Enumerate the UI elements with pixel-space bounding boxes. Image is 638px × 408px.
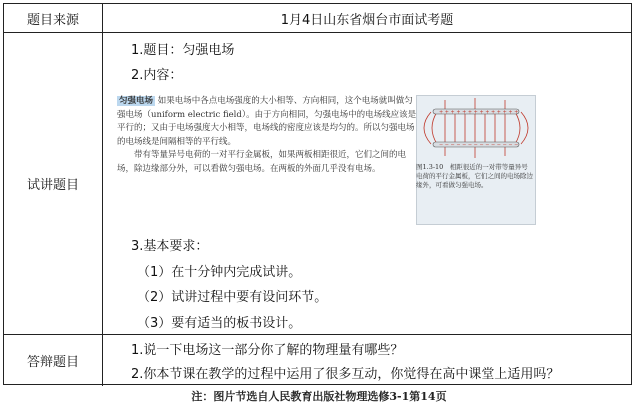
svg-text:+ + + + + + + + + + + + + +: + + + + + + + + + + + + + + — [439, 109, 519, 116]
source-label: 题目来源 — [4, 4, 103, 32]
defense-question: 1.说一下电场这一部分你了解的物理量有哪些？ — [131, 343, 404, 358]
header-row — [4, 4, 631, 33]
requirement-item: （2）试讲过程中要有设问环节。 — [137, 290, 328, 305]
trial-row — [4, 33, 631, 335]
textbook-excerpt — [109, 91, 539, 257]
footnote: 注：图片节选自人民教育出版社物理选修3-1第14页 — [191, 390, 447, 403]
requirement-item: （3）要有适当的板书设计。 — [137, 316, 302, 331]
diagram-caption: 图1.3-10 相距很近的一对带等量异号电荷的平行金属板，它们之间的电场除边缘外，可看做匀强电场。 — [416, 163, 533, 189]
field-lines-illustration — [417, 96, 535, 160]
defense-content — [103, 335, 631, 386]
trial-label: 试讲题目 — [4, 33, 103, 334]
requirements-label: 3.基本要求： — [131, 239, 209, 254]
defense-row — [4, 335, 631, 386]
exam-table — [3, 3, 632, 385]
trial-title: 1.题目：匀强电场 — [131, 43, 235, 58]
parallel-plates-diagram — [416, 95, 536, 225]
excerpt-text — [117, 95, 417, 176]
excerpt-keyword: 匀强电场 — [119, 96, 154, 106]
defense-question: 2.你本节课在教学的过程中运用了很多互动，你觉得在高中课堂上适用吗？ — [131, 367, 560, 382]
excerpt-para-1: 如果电场中各点电场强度的大小相等、方向相同，这个电场就叫做匀强电场（uniform electric field）。由于方向相同，匀强电场中的电场线应该是平行的；又由于电场强度大小相等，电场线的密度应该是均匀的。所以匀强电场的电场线是间隔相等的平行线。 — [117, 96, 417, 147]
excerpt-para-2: 带有等量异号电荷的一对平行金属板，如果两板相距很近，它们之间的电场，除边缘部分外，可以看做匀强电场。在两板的外面几乎没有电场。 — [117, 150, 407, 174]
content-label: 2.内容： — [131, 68, 183, 83]
requirement-item: （1）在十分钟内完成试讲。 — [137, 265, 302, 280]
svg-text:− − − − − − − − − − − − − −: − − − − − − − − − − − − − − — [439, 142, 519, 149]
defense-label: 答辩题目 — [4, 335, 103, 386]
trial-content — [103, 33, 631, 334]
source-value: 1月4日山东省烟台市面试考题 — [280, 12, 454, 28]
